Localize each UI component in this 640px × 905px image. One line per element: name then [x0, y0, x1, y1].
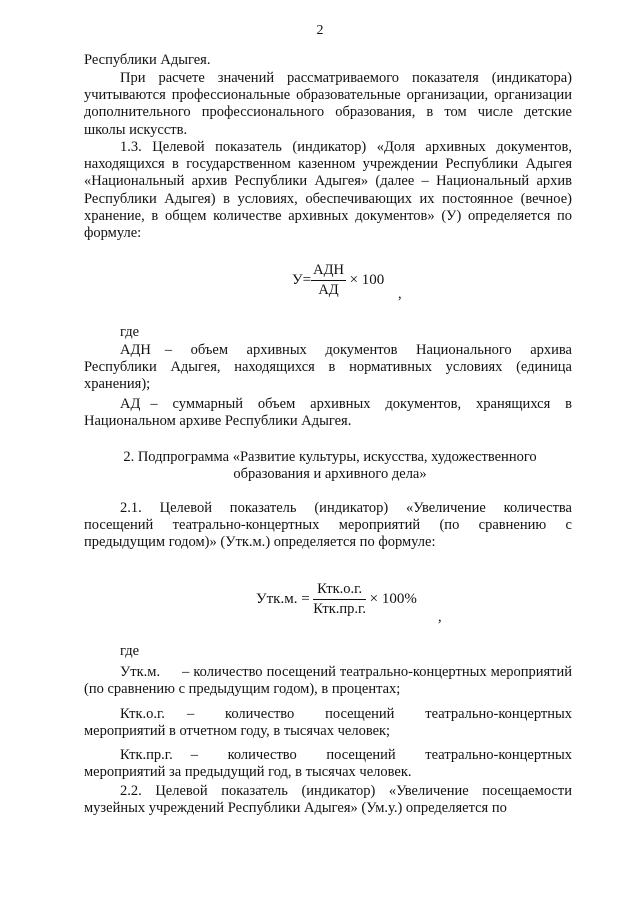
- formula1-fraction: [311, 262, 346, 299]
- formula2-lhs: Утк.м. =: [256, 591, 310, 608]
- formula2-numerator: Ктк.о.г.: [313, 581, 366, 600]
- paragraph-2-1-tail: определяется по формуле:: [273, 534, 436, 551]
- formula2-denominator: Ктк.пр.г.: [313, 601, 366, 618]
- paragraph-2-2-symbol: Ум.у.: [366, 800, 398, 817]
- definition-ad-symbol: АД: [120, 396, 141, 412]
- paragraph-indicator-1-3: 1.3. Целевой показатель (индикатор) «Доля архивных документов, находящихся в государственном казенном учреждении Республики Адыгея «Национальный архив Республики Адыгея» (далее – Национальный архив Республики Адыгея) в условиях, обеспечивающих их постоянное (вечное) хранение, в общем количестве архивных документов» (У) определяется по формуле:: [84, 139, 572, 242]
- formula2-multiplier: × 100%: [369, 591, 417, 608]
- definition-adn-symbol: АДН: [120, 342, 151, 358]
- definition-utk-text: – количество посещений театрально-концертных мероприятий (по сравнению с предыдущим годом), в процентах;: [84, 664, 572, 698]
- formula2-trailing-comma: ,: [438, 609, 442, 625]
- definition-ktk-og: [84, 706, 572, 740]
- paragraph-2-1-text: 2.1. Целевой показатель (индикатор) «Увеличение количества посещений театрально-концертных мероприятий (по сравнению с предыдущим годом)»: [84, 500, 572, 551]
- definition-ktk-prg-symbol: Ктк.пр.г.: [120, 747, 173, 763]
- formula-archive-share: [292, 262, 384, 299]
- definition-adn: [84, 342, 572, 394]
- definition-ktk-prg: [84, 747, 572, 781]
- formula1-denominator: АД: [318, 282, 339, 299]
- definition-ktk-og-symbol: Ктк.о.г.: [120, 706, 165, 722]
- formula1-trailing-comma: ,: [398, 286, 402, 302]
- paragraph-2-2-tail: определяется по: [405, 800, 507, 817]
- definition-adn-text: – объем архивных документов Национального архива Республики Адыгея, находящихся в нормативных условиях (единица хранения);: [84, 342, 572, 393]
- page-number: 2: [316, 23, 324, 38]
- heading-subprogram-2: 2. Подпрограмма «Развитие культуры, искусства, художественного образования и архивного дела»: [123, 449, 537, 483]
- formula1-numerator: АДН: [311, 262, 346, 281]
- paragraph-2-2-text: 2.2. Целевой показатель (индикатор) «Увеличение посещаемости музейных учреждений Республики Адыгея»: [84, 783, 572, 817]
- formula-theatre-visits: [256, 581, 417, 618]
- definition-ktk-prg-text: – количество посещений театрально-концертных мероприятий за предыдущий год, в тысячах человек.: [84, 747, 572, 781]
- where-label-1: где: [120, 324, 140, 340]
- formula2-fraction: [313, 581, 366, 618]
- paragraph-indicator-2-2: 2.2. Целевой показатель (индикатор) «Увеличение посещаемости музейных учреждений Республики Адыгея» (Ум.у.) определяется по: [84, 783, 572, 817]
- definition-utk-symbol: Утк.м.: [120, 664, 161, 680]
- definition-ad-text: – суммарный объем архивных документов, хранящихся в Национальном архиве Республики Адыгея.: [84, 396, 572, 430]
- paragraph-2-1-symbol: Утк.м.: [225, 534, 266, 551]
- paragraph-calculation-note: При расчете значений рассматриваемого показателя (индикатора) учитываются профессиональные образовательные организации, организации дополнительного профессионального образования, в том числе детские школы искусств.: [84, 70, 572, 138]
- definition-ad: [84, 396, 572, 430]
- paragraph-indicator-2-1: 2.1. Целевой показатель (индикатор) «Увеличение количества посещений театрально-концертных мероприятий (по сравнению с предыдущим годом)» (Утк.м.) определяется по формуле:: [84, 500, 572, 551]
- where-label-2: где: [120, 643, 140, 659]
- paragraph-republic-continuation: Республики Адыгея.: [84, 52, 211, 68]
- definition-ktk-og-text: – количество посещений театрально-концертных мероприятий в отчетном году, в тысячах человек;: [84, 706, 572, 740]
- formula1-lhs: У=: [292, 272, 312, 289]
- formula1-multiplier: × 100: [349, 272, 385, 289]
- definition-utk: [84, 664, 572, 698]
